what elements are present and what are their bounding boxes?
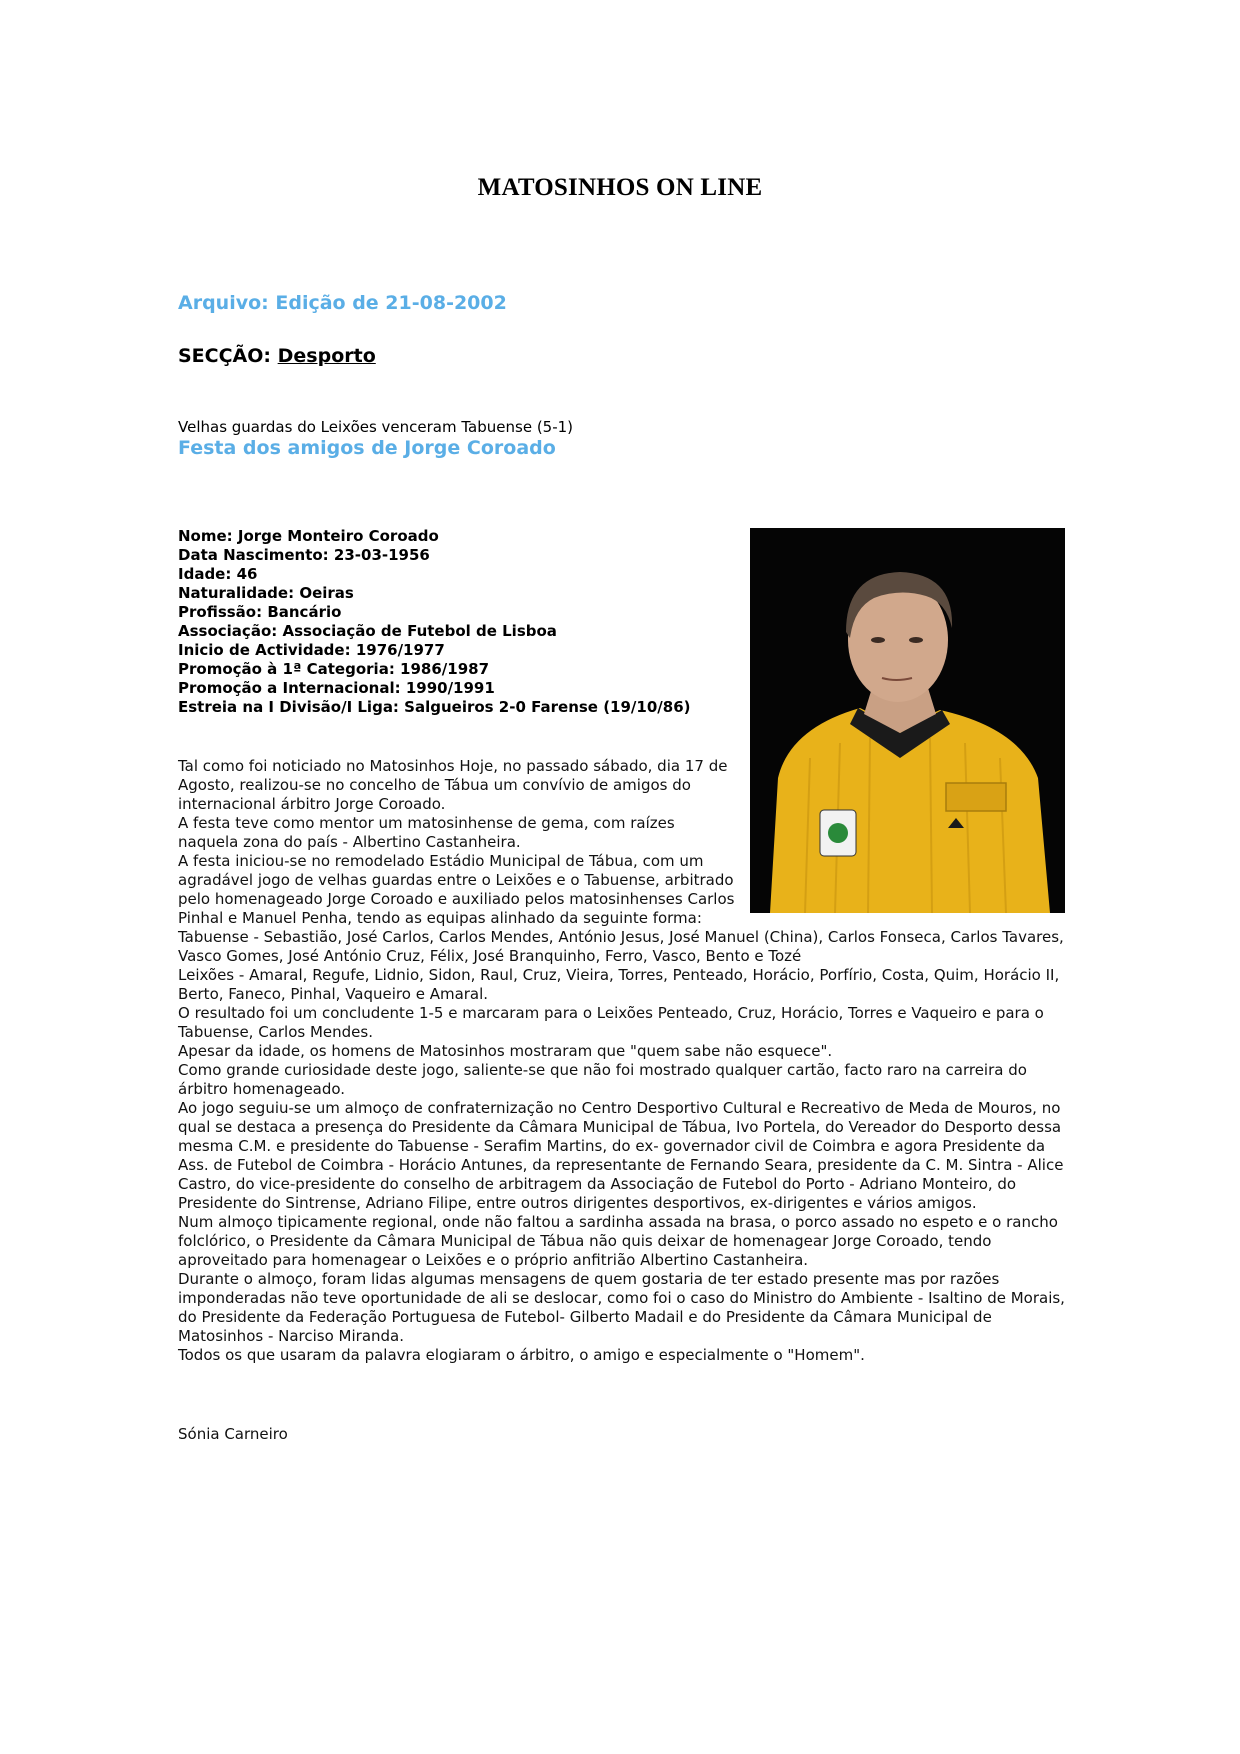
paragraph: Tal como foi noticiado no Matosinhos Hoje, no passado sábado, dia 17 de Agosto, realizou-se no concelho de Tábua um convívio de amigos do internacional árbitro Jorge Coroado. <box>178 757 728 813</box>
fact-age: Idade: 46 <box>178 565 258 583</box>
fact-international: Promoção a Internacional: 1990/1991 <box>178 679 495 697</box>
fact-association: Associação: Associação de Futebol de Lisboa <box>178 622 557 640</box>
fact-profession: Profissão: Bancário <box>178 603 342 621</box>
paragraph: Apesar da idade, os homens de Matosinhos mostraram que "quem sabe não esquece". <box>178 1042 833 1060</box>
section-label: SECÇÃO: <box>178 345 272 367</box>
paragraph: Durante o almoço, foram lidas algumas mensagens de quem gostaria de ter estado presente mas por razões imponderadas não teve oportunidade de ali se deslocar, como foi o caso do Ministro do Ambiente - Isaltino de Morais, do Presidente da Federação Portuguesa de Futebol- Gilberto Madail e do Presidente da Câmara Municipal de Matosinhos - Narciso Miranda. <box>178 1270 1065 1345</box>
paragraph: A festa teve como mentor um matosinhense de gema, com raízes naquela zona do país - Albertino Castanheira. <box>178 814 675 851</box>
fact-birthplace: Naturalidade: Oeiras <box>178 584 354 602</box>
paragraph: Num almoço tipicamente regional, onde não faltou a sardinha assada na brasa, o porco assado no espeto e o rancho folclórico, o Presidente da Câmara Municipal de Tábua não quis deixar de homenagear Jorge Coroado, tendo aproveitado para homenagear o Leixões e o próprio anfitrião Albertino Castanheira. <box>178 1213 1058 1269</box>
paragraph: Todos os que usaram da palavra elogiaram o árbitro, o amigo e especialmente o "Homem". <box>178 1346 865 1364</box>
referee-facts <box>178 527 690 717</box>
article-author: Sónia Carneiro <box>178 1425 288 1443</box>
paragraph: A festa iniciou-se no remodelado Estádio Municipal de Tábua, com um agradável jogo de velhas guardas entre o Leixões e o Tabuense, arbitrado pelo homenageado Jorge Coroado e auxiliado pelos matosinhenses Carlos Pinhal e Manuel Penha, tendo as equipas alinhado da seguinte forma: <box>178 852 735 927</box>
paragraph: Tabuense - Sebastião, José Carlos, Carlos Mendes, António Jesus, José Manuel (China), Carlos Fonseca, Carlos Tavares, Vasco Gomes, José António Cruz, Félix, José Branquinho, Ferro, Vasco, Bento e Tozé <box>178 928 1064 965</box>
paragraph: Leixões - Amaral, Regufe, Lidnio, Sidon, Raul, Cruz, Vieira, Torres, Penteado, Horácio, Porfírio, Costa, Quim, Horácio II, Berto, Faneco, Pinhal, Vaqueiro e Amaral. <box>178 966 1060 1003</box>
article-headline: Festa dos amigos de Jorge Coroado <box>178 437 556 459</box>
fact-activity-start: Inicio de Actividade: 1976/1977 <box>178 641 445 659</box>
paragraph: Ao jogo seguiu-se um almoço de confraternização no Centro Desportivo Cultural e Recreativo de Meda de Mouros, no qual se destaca a presença do Presidente da Câmara Municipal de Tábua, Ivo Portela, do Vereador do Desporto dessa mesma C.M. e presidente do Tabuense - Serafim Martins, do ex- governador civil de Coimbra e agora Presidente da Ass. de Futebol de Coimbra - Horácio Antunes, da representante de Fernando Seara, presidente da C. M. Sintra - Alice Castro, do vice-presidente do conselho de arbitragem da Associação de Futebol do Porto - Adriano Monteiro, do Presidente do Sintrense, Adriano Filipe, entre outros dirigentes desportivos, ex-dirigentes e vários amigos. <box>178 1099 1064 1212</box>
fact-debut: Estreia na I Divisão/I Liga: Salgueiros 2-0 Farense (19/10/86) <box>178 698 691 716</box>
fact-name: Nome: Jorge Monteiro Coroado <box>178 527 439 545</box>
article-kicker: Velhas guardas do Leixões venceram Tabuense (5-1) <box>178 418 574 436</box>
fact-first-category: Promoção à 1ª Categoria: 1986/1987 <box>178 660 490 678</box>
section-line <box>178 345 376 367</box>
section-link[interactable]: Desporto <box>277 345 376 367</box>
article-body <box>178 757 1078 1365</box>
paragraph: Como grande curiosidade deste jogo, saliente-se que não foi mostrado qualquer cartão, facto raro na carreira do árbitro homenageado. <box>178 1061 1027 1098</box>
fact-birth-date: Data Nascimento: 23-03-1956 <box>178 546 430 564</box>
paragraph: O resultado foi um concludente 1-5 e marcaram para o Leixões Penteado, Cruz, Horácio, Torres e Vaqueiro e para o Tabuense, Carlos Mendes. <box>178 1004 1044 1041</box>
archive-edition: Arquivo: Edição de 21-08-2002 <box>178 292 507 314</box>
masthead-title: MATOSINHOS ON LINE <box>477 174 763 201</box>
